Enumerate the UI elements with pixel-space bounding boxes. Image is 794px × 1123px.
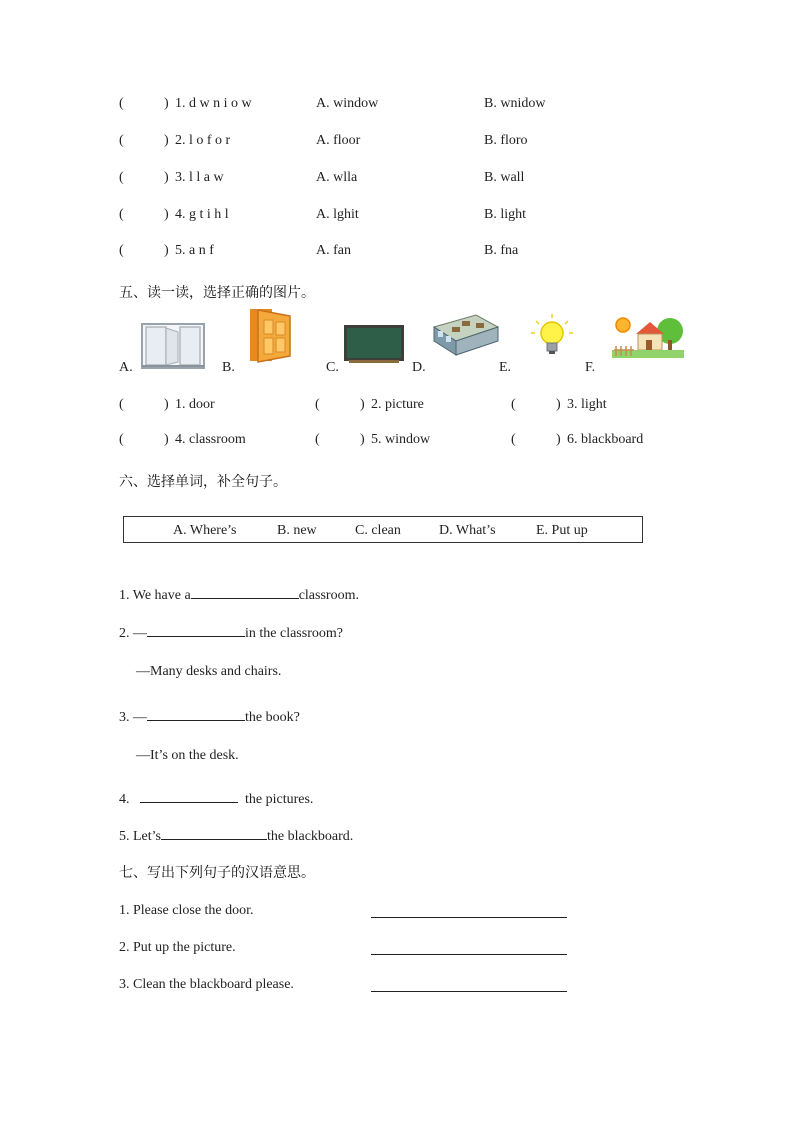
option-b: B. floro <box>484 133 528 148</box>
paren-open: ( <box>119 397 124 412</box>
sentence-text: 4. <box>119 792 130 807</box>
sentence-text: classroom. <box>298 588 359 603</box>
paren-close: ) <box>360 397 365 412</box>
section6-title: 六、选择单词，补全句子。 <box>119 474 287 490</box>
answer-blank[interactable] <box>147 622 245 637</box>
option-b: B. fna <box>484 243 519 258</box>
option-b: B. wnidow <box>484 96 546 111</box>
sentence-3 <box>119 706 300 726</box>
answer-blank[interactable] <box>191 584 299 599</box>
question-letters: 5. a n f <box>175 243 214 258</box>
option-a: A. lghit <box>316 207 359 222</box>
answer-blank[interactable] <box>147 706 245 721</box>
classroom-icon <box>432 309 500 357</box>
section7-title: 七、写出下列句子的汉语意思。 <box>119 865 315 881</box>
paren-close: ) <box>556 432 561 447</box>
paren-open: ( <box>511 397 516 412</box>
paren-open: ( <box>119 243 124 258</box>
paren-close: ) <box>164 96 169 111</box>
translate-sentence: 1. Please close the door. <box>119 903 254 918</box>
paren-close: ) <box>360 432 365 447</box>
question-letters: 4. g t i h l <box>175 207 229 222</box>
option-a: A. fan <box>316 243 351 258</box>
paren-close: ) <box>164 432 169 447</box>
picture-letter-b: B. <box>222 360 235 375</box>
paren-open: ( <box>315 397 320 412</box>
option-a: A. floor <box>316 133 361 148</box>
picture-letter-a: A. <box>119 360 133 375</box>
paren-open: ( <box>119 207 124 222</box>
translate-sentence: 2. Put up the picture. <box>119 940 236 955</box>
word-option: C. clean <box>355 523 401 538</box>
option-a: A. window <box>316 96 379 111</box>
option-b: B. light <box>484 207 527 222</box>
sentence-text: 2. — <box>119 626 147 641</box>
answer-line[interactable] <box>371 991 567 992</box>
paren-close: ) <box>164 243 169 258</box>
section5-title: 五、读一读，选择正确的图片。 <box>119 285 315 301</box>
sentence-2 <box>119 622 343 642</box>
sentence-4 <box>119 788 313 808</box>
word-option: E. Put up <box>536 523 588 538</box>
sentence-text: 5. Let’s <box>119 829 161 844</box>
option-a: A. wlla <box>316 170 358 185</box>
question-letters: 3. l l a w <box>175 170 224 185</box>
light-bulb-icon <box>530 313 574 357</box>
sentence-text: the blackboard. <box>267 829 354 844</box>
paren-close: ) <box>164 397 169 412</box>
item-label: 5. window <box>371 432 431 447</box>
item-label: 4. classroom <box>175 432 246 447</box>
sentence-text: in the classroom? <box>245 626 343 641</box>
paren-open: ( <box>511 432 516 447</box>
sentence-text: 1. We have a <box>119 588 191 603</box>
sentence-text: the book? <box>245 710 300 725</box>
paren-open: ( <box>119 432 124 447</box>
paren-open: ( <box>119 96 124 111</box>
item-label: 6. blackboard <box>567 432 644 447</box>
paren-close: ) <box>164 170 169 185</box>
paren-close: ) <box>164 207 169 222</box>
answer-line[interactable] <box>371 917 567 918</box>
translate-sentence: 3. Clean the blackboard please. <box>119 977 294 992</box>
sentence-1 <box>119 584 359 604</box>
picture-letter-f: F. <box>585 360 596 375</box>
word-option: B. new <box>277 523 317 538</box>
word-option: D. What’s <box>439 523 496 538</box>
item-label: 2. picture <box>371 397 424 412</box>
paren-open: ( <box>315 432 320 447</box>
picture-letter-c: C. <box>326 360 339 375</box>
blackboard-icon <box>343 324 405 364</box>
paren-open: ( <box>119 133 124 148</box>
sentence-text: 3. — <box>119 710 147 725</box>
sentence-3-reply: —It’s on the desk. <box>136 748 239 763</box>
paren-open: ( <box>119 170 124 185</box>
paren-close: ) <box>164 133 169 148</box>
question-letters: 1. d w n i o w <box>175 96 252 111</box>
answer-blank[interactable] <box>161 825 267 840</box>
option-b: B. wall <box>484 170 525 185</box>
door-icon <box>246 306 294 364</box>
answer-blank[interactable] <box>140 788 238 803</box>
word-bank-box <box>123 516 643 543</box>
paren-close: ) <box>556 397 561 412</box>
sentence-5 <box>119 825 353 845</box>
item-label: 3. light <box>567 397 607 412</box>
sentence-text: the pictures. <box>245 792 314 807</box>
answer-line[interactable] <box>371 954 567 955</box>
question-letters: 2. l o f o r <box>175 133 231 148</box>
house-picture-icon <box>610 314 686 360</box>
window-icon <box>140 322 206 370</box>
picture-letter-d: D. <box>412 360 426 375</box>
item-label: 1. door <box>175 397 215 412</box>
sentence-2-reply: —Many desks and chairs. <box>136 664 282 679</box>
word-option: A. Where’s <box>173 523 237 538</box>
picture-letter-e: E. <box>499 360 512 375</box>
